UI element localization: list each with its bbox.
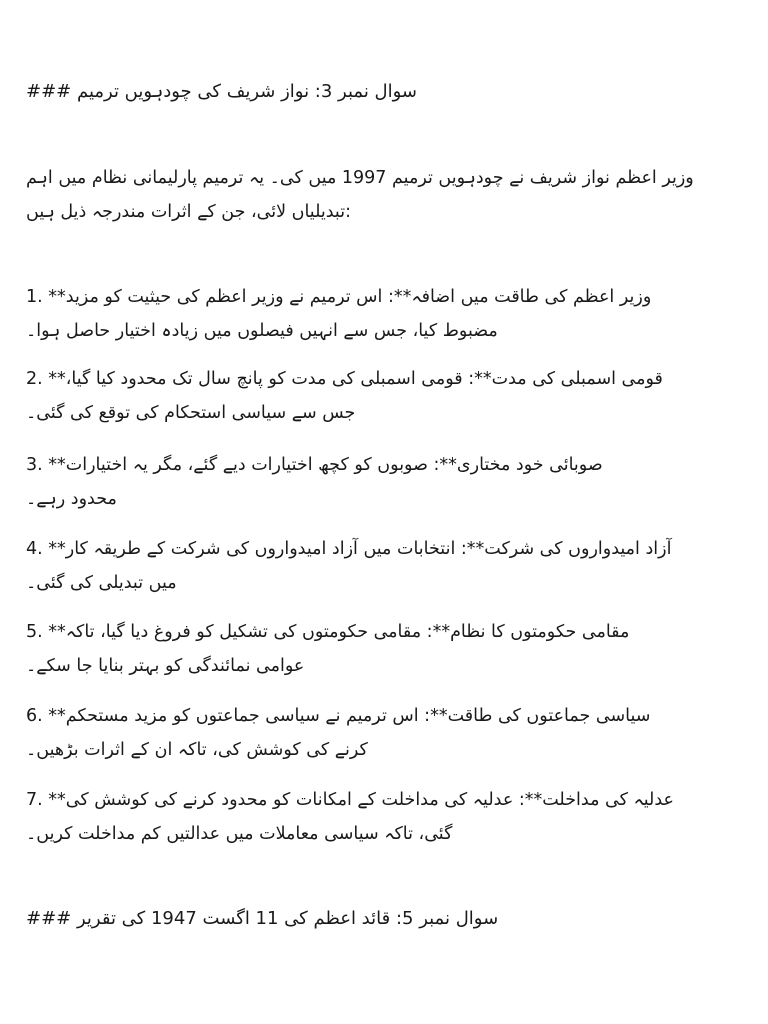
list-item-4-line-1: آزاد امیدواروں کی شرکت**: انتخابات میں آزاد امیدواروں کی شرکت کے طریقہ کار** .4 <box>26 539 672 559</box>
list-item-4-line-2: میں تبدیلی کی گئی۔ <box>26 573 177 593</box>
intro-line-2: :تبدیلیاں لائی، جن کے اثرات مندرجہ ذیل ہیں <box>26 202 351 222</box>
list-item-2-line-1: قومی اسمبلی کی مدت**: قومی اسمبلی کی مدت کو پانچ سال تک محدود کیا گیا،** .2 <box>26 369 663 389</box>
list-item-1-line-1: وزیر اعظم کی طاقت میں اضافہ**: اس ترمیم نے وزیر اعظم کی حیثیت کو مزید** .1 <box>26 287 652 307</box>
list-item-1-line-2: مضبوط کیا، جس سے انہیں فیصلوں میں زیادہ اختیار حاصل ہوا۔ <box>26 321 498 341</box>
intro-line-1: وزیر اعظم نواز شریف نے چودہویں ترمیم 1997 میں کی۔ یہ ترمیم پارلیمانی نظام میں اہم <box>26 168 694 188</box>
list-item-2-line-2: جس سے سیاسی استحکام کی توقع کی گئی۔ <box>26 403 356 423</box>
heading-question-3: سوال نمبر 3: نواز شریف کی چودہویں ترمیم ### <box>26 81 418 102</box>
list-item-6-line-1: سیاسی جماعتوں کی طاقت**: اس ترمیم نے سیاسی جماعتوں کو مزید مستحکم** .6 <box>26 706 651 726</box>
heading-question-5: سوال نمبر 5: قائد اعظم کی 11 اگست 1947 کی تقریر ### <box>26 908 499 929</box>
list-item-7-line-2: گئی، تاکہ سیاسی معاملات میں عدالتیں کم مداخلت کریں۔ <box>26 824 453 844</box>
list-item-5-line-2: عوامی نمائندگی کو بہتر بنایا جا سکے۔ <box>26 656 305 676</box>
list-item-6-line-2: کرنے کی کوشش کی، تاکہ ان کے اثرات بڑھیں۔ <box>26 740 368 760</box>
list-item-7-line-1: عدلیہ کی مداخلت**: عدلیہ کی مداخلت کے امکانات کو محدود کرنے کی کوشش کی** .7 <box>26 790 674 810</box>
list-item-5-line-1: مقامی حکومتوں کا نظام**: مقامی حکومتوں کی تشکیل کو فروغ دیا گیا، تاکہ** .5 <box>26 622 630 642</box>
list-item-3-line-1: صوبائی خود مختاری**: صوبوں کو کچھ اختیارات دیے گئے، مگر یہ اختیارات** .3 <box>26 455 603 475</box>
list-item-3-line-2: محدود رہے۔ <box>26 489 117 509</box>
